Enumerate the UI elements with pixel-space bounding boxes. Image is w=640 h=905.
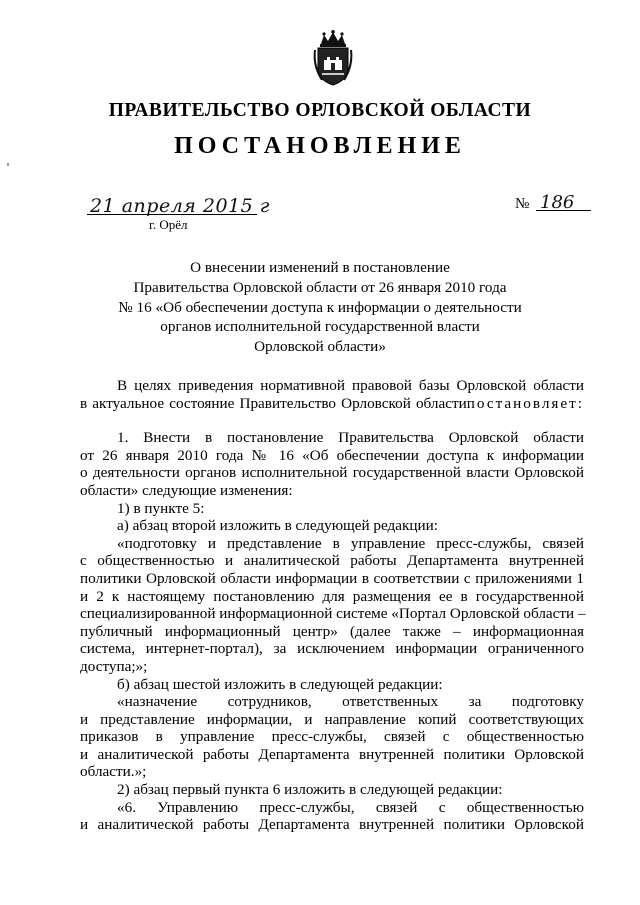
- quote-line: приказов в управление пресс-службы, связей с общественностью: [80, 728, 584, 746]
- clause-line: 1. Внести в постановление Правительства Орловской области: [117, 429, 584, 447]
- government-title: ПРАВИТЕЛЬСТВО ОРЛОВСКОЙ ОБЛАСТИ: [108, 100, 532, 121]
- quote-line: с общественностью и аналитической работы Департамента внутренней: [80, 552, 584, 570]
- quote-line: доступа;»;: [80, 657, 148, 675]
- preamble-line: в актуальное состояние Правительство Орловской областипостановляет:: [80, 394, 584, 412]
- handwritten-number: 186: [540, 192, 575, 213]
- quote-line: система, интернет-портал), за исключением информации ограниченного: [80, 640, 584, 658]
- quote-line: области.»;: [80, 763, 147, 781]
- clause-line: о деятельности органов исполнительной государственной власти Орловской: [80, 464, 584, 482]
- preamble-line: В целях приведения нормативной правовой базы Орловской области: [117, 377, 584, 394]
- subject-line: Правительства Орловской области от 26 января 2010 года: [133, 278, 507, 296]
- clause-line: области» следующие изменения:: [80, 481, 293, 499]
- quote-line: «подготовку и представление в управление пресс-службы, связей: [117, 534, 584, 552]
- quote-line: и 2 к настоящему постановлению для размещения ее в государственной: [80, 587, 584, 605]
- document-subject: [110, 258, 530, 357]
- decree-verb: постановляет:: [466, 394, 584, 412]
- subitem-heading: б) абзац шестой изложить в следующей редакции:: [117, 675, 443, 693]
- item-heading: 2) абзац первый пункта 6 изложить в следующей редакции:: [117, 781, 503, 799]
- subject-line: органов исполнительной государственной власти: [160, 318, 480, 336]
- quote-line: и аналитической работы Департамента внутренней политики Орловской: [80, 745, 584, 763]
- quote-line: «назначение сотрудников, ответственных за подготовку: [117, 693, 584, 711]
- subitem-heading: а) абзац второй изложить в следующей редакции:: [117, 517, 439, 535]
- coat-of-arms-emblem: [312, 30, 354, 86]
- quote-line: «6. Управлению пресс-службы, связей с общественностью: [117, 798, 584, 816]
- quote-line: и аналитической работы Департамента внутренней политики Орловской: [80, 816, 584, 834]
- quote-line: публичный информационный центр» (далее также – информационная: [80, 622, 584, 640]
- document-body: [80, 377, 584, 834]
- handwritten-date: 21 апреля 2015 г: [90, 195, 270, 217]
- clause-line: от 26 января 2010 года № 16 «Об обеспечении доступа к информации: [80, 446, 584, 464]
- item-heading: 1) в пункте 5:: [117, 499, 205, 517]
- subject-line: № 16 «Об обеспечении доступа к информации о деятельности: [118, 298, 522, 316]
- subject-line: Орловской области»: [254, 338, 386, 356]
- quote-line: и представление информации, и направление копий соответствующих: [80, 710, 584, 728]
- document-type-title: ПОСТАНОВЛЕНИЕ: [174, 133, 466, 159]
- quote-line: специализированной информационной системе «Портал Орловской области –: [80, 605, 586, 623]
- margin-mark: [7, 163, 9, 166]
- number-label: №: [515, 196, 530, 212]
- city-label: г. Орёл: [149, 217, 188, 232]
- quote-line: политики Орловской области информации в соответствии с приложениями 1: [80, 569, 584, 587]
- subject-line: О внесении изменений в постановление: [190, 259, 450, 276]
